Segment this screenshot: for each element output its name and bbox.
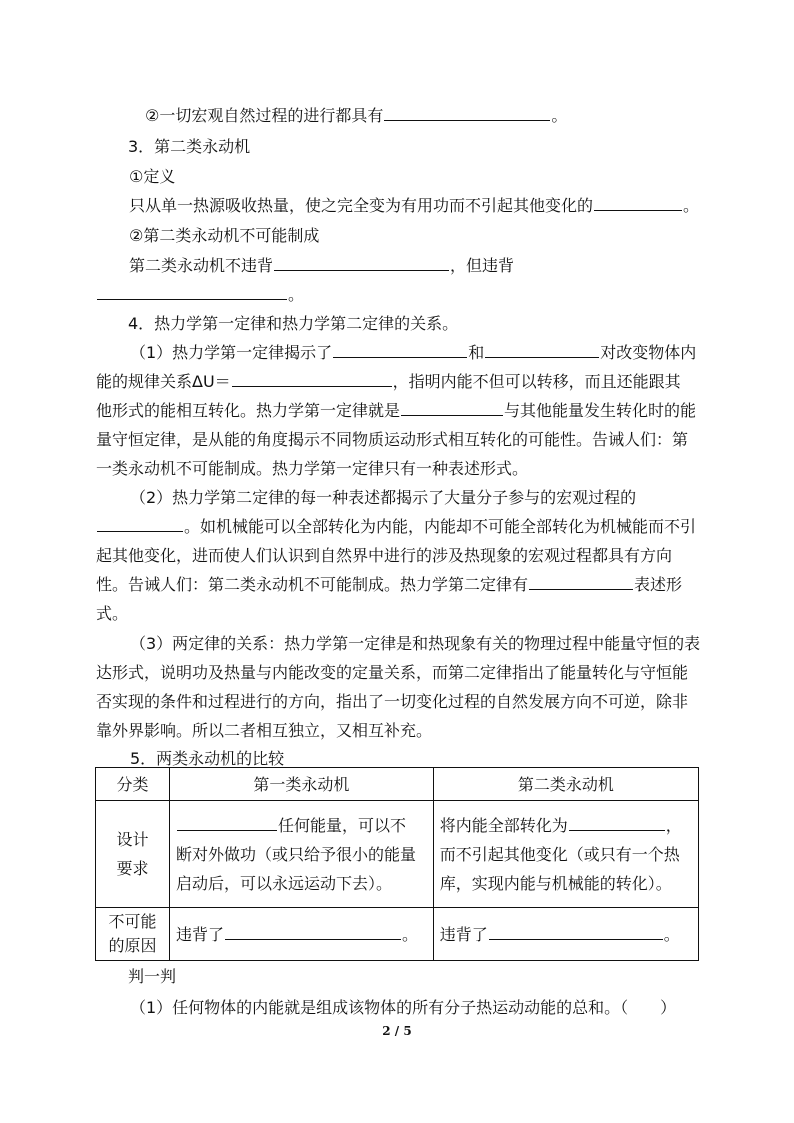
label-line: 设计 [116, 830, 149, 849]
text-segment: 第二类永动机不违背 [129, 256, 274, 275]
text-segment: ，但违背 [450, 256, 515, 275]
cell-line: 库，实现内能与机械能的转化）。 [439, 873, 672, 893]
table-cell [169, 801, 433, 908]
fill-blank[interactable] [225, 925, 401, 940]
text-line-19: （3）两定律的关系：热力学第一定律是和热现象有关的物理过程中能量守恒的表 [130, 634, 701, 653]
fill-blank[interactable] [274, 256, 449, 271]
text-line-4 [129, 196, 699, 216]
fill-blank[interactable] [485, 343, 599, 358]
sub-heading-impossible: ②第二类永动机不可能制成 [129, 226, 320, 245]
table-header-cell: 第一类永动机 [169, 768, 433, 801]
text-segment: 。 [663, 924, 680, 944]
fill-blank[interactable] [489, 925, 663, 940]
label-line: 不可能 [108, 912, 157, 931]
section-heading-3: 3．第二类永动机 [128, 137, 251, 156]
label-line: 的原因 [108, 936, 157, 955]
text-segment: 能的规律关系ΔU＝ [96, 372, 231, 391]
row-label-reason [96, 908, 170, 961]
page-number: 2 / 5 [382, 1024, 412, 1038]
text-line-16: 起其他变化，进而使人们认识到自然界中进行的涉及热现象的宏观过程都具有方向 [96, 546, 673, 565]
text-segment: 违背了 [439, 924, 488, 944]
fill-blank[interactable] [401, 401, 503, 416]
text-segment: 只从单一热源吸收热量，使之完全变为有用功而不引起其他变化的 [129, 196, 594, 215]
table-cell [433, 908, 698, 961]
text-line-6 [129, 256, 514, 276]
fill-blank[interactable] [177, 816, 277, 831]
text-segment: 与其他能量发生转化时的能 [504, 401, 697, 420]
text-line-17 [96, 575, 682, 595]
text-segment: 表述形 [634, 575, 683, 594]
text-segment: 和 [468, 343, 485, 362]
text-segment: 将内能全部转化为 [439, 815, 568, 835]
text-line-13: 一类永动机不可能制成。热力学第一定律只有一种表述形式。 [96, 459, 529, 478]
table-row [96, 801, 699, 908]
text-line-15 [96, 517, 696, 537]
text-segment: 性。告诫人们：第二类永动机不可能制成。热力学第二定律有 [96, 575, 529, 594]
cell-line: 断对外做功（或只给予很小的能量 [175, 844, 416, 864]
text-line-22: 靠外界影响。所以二者相互独立，又相互补充。 [96, 721, 433, 740]
text-line-1 [145, 106, 567, 126]
judge-heading: 判一判 [128, 967, 177, 986]
fill-blank[interactable] [232, 372, 392, 387]
fill-blank[interactable] [97, 517, 183, 532]
label-line: 要求 [116, 859, 149, 878]
table-header-cell: 第二类永动机 [433, 768, 698, 801]
fill-blank[interactable] [384, 106, 550, 121]
cell-line: 而不引起其他变化（或只有一个热 [439, 844, 680, 864]
section-heading-5: 5．两类永动机的比较 [130, 749, 285, 768]
text-line-9 [130, 343, 696, 363]
comparison-table [95, 767, 699, 961]
fill-blank[interactable] [569, 816, 665, 831]
section-heading-4: 4．热力学第一定律和热力学第二定律的关系。 [128, 314, 459, 333]
fill-blank[interactable] [594, 196, 682, 211]
fill-blank[interactable] [529, 575, 633, 590]
table-header-cell: 分类 [96, 768, 170, 801]
text-line-18: 式。 [96, 604, 129, 623]
text-segment: 任何能量，可以不 [277, 815, 406, 835]
cell-line: 启动后，可以永远运动下去）。 [175, 873, 392, 893]
text-segment: 。如机械能可以全部转化为内能，内能却不可能全部转化为机械能而不引 [184, 517, 697, 536]
table-header-row [96, 768, 699, 801]
text-segment: 。 [402, 924, 419, 944]
table-cell [433, 801, 698, 908]
text-segment: 。 [551, 106, 568, 125]
table-cell [169, 908, 433, 961]
text-segment: （1）热力学第一定律揭示了 [130, 343, 333, 362]
text-segment: 违背了 [175, 924, 224, 944]
cell-line [176, 811, 427, 840]
text-line-21: 否实现的条件和过程进行的方向，指出了一切变化过程的自然发展方向不可逆，除非 [96, 692, 689, 711]
text-line-20: 达形式，说明功及热量与内能改变的定量关系，而第二定律指出了能量转化与守恒能 [96, 663, 689, 682]
row-label-design [96, 801, 170, 908]
text-line-14: （2）热力学第二定律的每一种表述都揭示了大量分子参与的宏观过程的 [130, 488, 637, 507]
cell-line [440, 811, 692, 840]
text-segment: 。 [683, 196, 700, 215]
text-line-11 [96, 401, 696, 421]
sub-heading-definition: ①定义 [129, 167, 176, 186]
text-segment: ②一切宏观自然过程的进行都具有 [145, 106, 384, 125]
text-segment: 。 [288, 285, 305, 304]
text-segment: 对改变物体内 [600, 343, 697, 362]
table-row [96, 908, 699, 961]
text-segment: ， [665, 815, 682, 835]
judge-question-1: （1）任何物体的内能就是组成该物体的所有分子热运动动能的总和。（ ） [130, 998, 677, 1017]
text-line-10 [96, 372, 681, 392]
text-segment: 他形式的能相互转化。热力学第一定律就是 [96, 401, 401, 420]
text-line-7 [96, 285, 304, 305]
fill-blank[interactable] [97, 285, 287, 300]
text-line-12: 量守恒定律，是从能的角度揭示不同物质运动形式相互转化的可能性。告诫人们：第 [96, 430, 689, 449]
text-segment: ，指明内能不但可以转移，而且还能跟其 [392, 372, 681, 391]
fill-blank[interactable] [333, 343, 467, 358]
